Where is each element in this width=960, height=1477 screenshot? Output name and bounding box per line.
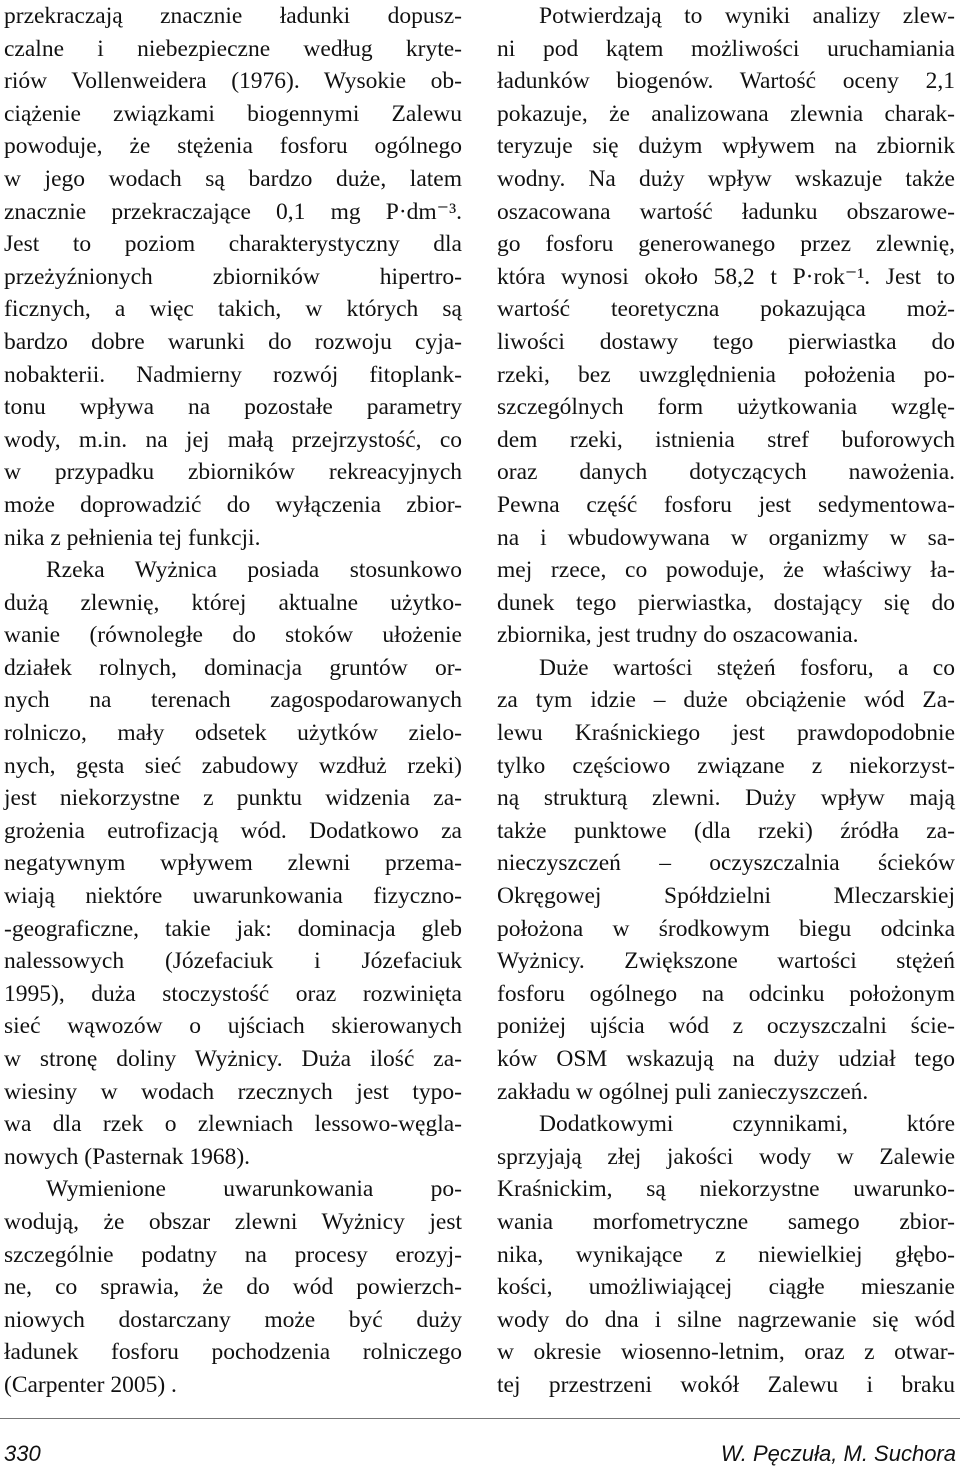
text-line: ne, co sprawia, że do wód powierzch- [4,1274,462,1301]
text-line: liwości dostawy tego pierwiastka do [497,328,955,355]
text-line: (Carpenter 2005) . [4,1371,177,1398]
text-line: go fosforu generowanego przez zlewnię, [497,231,955,258]
text-line: jest niekorzystne z punktu widzenia za- [4,785,462,812]
left-text-column [4,0,462,1402]
text-line: grożenia eutrofizacją wód. Dodatkowo za [4,817,462,844]
page-number: 330 [4,1441,41,1466]
text-line: Wyżnicy. Zwiększone wartości stężeń [497,948,955,975]
text-line: wania morfometryczne samego zbior- [497,1208,955,1235]
right-text-column [497,0,955,1402]
text-line: wodny. Na duży wpływ wskazuje także [497,165,955,192]
text-line: rzeki, bez uwzględnienia położenia po- [497,361,955,388]
paragraph-first-line: Dodatkowymi czynnikami, które [539,1111,955,1138]
paragraph-first-line: Potwierdzają to wyniki analizy zlew- [539,3,955,29]
text-line: ficznych, a więc takich, w których są [4,296,462,323]
text-line: na i wbudowywana w organizmy w sa- [497,524,955,551]
text-line: działek rolnych, dominacja gruntów or- [4,654,462,681]
text-line: bardzo dobre warunki do rozwoju cyja- [4,328,462,355]
text-line: znacznie przekraczające 0,1 mg P·dm⁻³. [4,198,462,225]
paragraph-first-line: Rzeka Wyżnica posiada stosunkowo [46,557,462,584]
paragraph-first-line: Wymienione uwarunkowania po- [46,1176,462,1203]
text-line: w okresie wiosenno-letnim, oraz z otwar- [497,1339,955,1366]
text-line: ładunek fosforu pochodzenia rolniczego [4,1339,462,1366]
text-line: dużą zlewnię, której aktualne użytko- [4,589,462,616]
text-line: poniżej ujścia wód z oczyszczalni ście- [497,1013,955,1040]
text-line: nych, gęsta sieć zabudowy wzdłuż rzeki) [4,752,462,779]
footer-divider [0,1418,960,1419]
text-line: Okręgowej Spółdzielni Mleczarskiej [497,883,955,910]
text-line: także punktowe (dla rzeki) źródła za- [497,817,955,844]
text-line: wanie (równoległe do stoków ułożenie [4,622,462,649]
text-line: ną strukturą zlewni. Duży wpływ mają [497,785,955,812]
text-line: Pewna część fosforu jest sedymentowa- [497,491,955,518]
text-line: nobakterii. Nadmierny rozwój fitoplank- [4,361,462,388]
text-line: rolniczo, mały odsetek użytków zielo- [4,720,462,747]
text-line: przeżyźnionych zbiorników hipertro- [4,263,462,290]
text-line: oszacowana wartość ładunku obszarowe- [497,198,955,225]
text-line: fosforu ogólnego na odcinku położonym [497,980,955,1007]
text-line: 1995), duża stoczystość oraz rozwinięta [4,980,462,1007]
text-line: teryzuje się dużym wpływem na zbiornik [497,133,955,160]
text-line: sieć wąwozów o ujściach skierowanych [4,1013,462,1040]
text-line: ładunków biogenów. Wartość oceny 2,1 [497,68,955,95]
text-line: w przypadku zbiorników rekreacyjnych [4,459,462,486]
text-line: wiesiny w wodach rzecznych jest typo- [4,1078,462,1105]
text-line: wiają niektóre uwarunkowania fizyczno- [4,883,462,910]
text-line: która wynosi około 58,2 t P·rok⁻¹. Jest to [497,263,955,290]
text-line: tej przestrzeni wokół Zalewu i braku [497,1371,955,1398]
text-line: mej rzece, co powoduje, że właściwy ła- [497,557,955,584]
text-line: wody, m.in. na jej małą przejrzystość, co [4,426,462,453]
text-line: kości, umożliwiającej ciągłe mieszanie [497,1274,955,1301]
text-line: dunek tego pierwiastka, dostający się do [497,589,955,616]
text-line: w jego wodach są bardzo duże, latem [4,165,462,192]
text-line: lewu Kraśnickiego jest prawdopodobnie [497,720,955,747]
text-line: ni pod kątem możliwości uruchamiania [497,35,955,62]
text-line: nika z pełnienia tej funkcji. [4,524,261,551]
text-line: sprzyjają złej jakości wody w Zalewie [497,1143,955,1170]
text-line: przekraczają znacznie ładunki dopusz- [4,3,462,29]
text-line: nieczyszczeń – oczyszczalnia ścieków [497,850,955,877]
text-line: w stronę doliny Wyżnicy. Duża ilość za- [4,1046,462,1072]
text-line: nych na terenach zagospodarowanych [4,687,462,714]
text-line: zakładu w ogólnej puli zanieczyszczeń. [497,1078,869,1105]
text-line: tonu wpływa na pozostałe parametry [4,394,462,421]
text-line: -geograficzne, takie jak: dominacja gleb [4,915,462,942]
text-line: pokazuje, że analizowana zlewnia charak- [497,100,955,127]
text-line: zbiornika, jest trudny do oszacowania. [497,622,859,649]
text-line: czalne i niebezpieczne według kryte- [4,35,462,62]
text-line: nowych (Pasternak 1968). [4,1143,251,1170]
paragraph-first-line: Duże wartości stężeń fosforu, a co [539,654,955,681]
text-line: nika, wynikające z niewielkiej głębo- [497,1241,955,1268]
text-line: wa dla rzek o zlewniach lessowo-węgla- [4,1111,462,1138]
text-line: za tym idzie – duże obciążenie wód Za- [497,687,955,714]
text-line: Kraśnickim, są niekorzystne uwarunko- [497,1176,955,1203]
text-line: szczególnych form użytkowania wzglę- [497,394,955,421]
page-footer [0,1418,960,1477]
text-line: wody do dna i silne nagrzewanie się wód [497,1306,955,1333]
running-footer-authors: W. Pęczuła, M. Suchora [720,1441,956,1466]
text-line: riów Vollenweidera (1976). Wysokie ob- [4,68,462,95]
text-line: niowych dostarczany może być duży [4,1306,462,1333]
text-line: może doprowadzić do wyłączenia zbior- [4,491,462,518]
text-line: dem rzeki, istnienia stref buforowych [497,426,955,453]
text-line: wartość teoretyczna pokazująca moż- [497,296,955,323]
text-line: wodują, że obszar zlewni Wyżnicy jest [4,1208,462,1235]
text-line: ciążenie związkami biogennymi Zalewu [4,100,462,127]
text-line: negatywnym wpływem zlewni przema- [4,850,462,877]
text-line: szczególnie podatny na procesy erozyj- [4,1241,462,1268]
text-line: Jest to poziom charakterystyczny dla [4,231,462,258]
text-line: tylko częściowo związane z niekorzyst- [497,752,955,779]
text-line: nalessowych (Józefaciuk i Józefaciuk [4,948,462,975]
text-line: oraz danych dotyczących nawożenia. [497,459,955,486]
text-line: ków OSM wskazują na duży udział tego [497,1046,955,1072]
text-line: położona w środkowym biegu odcinka [497,915,955,942]
text-line: powoduje, że stężenia fosforu ogólnego [4,133,462,160]
